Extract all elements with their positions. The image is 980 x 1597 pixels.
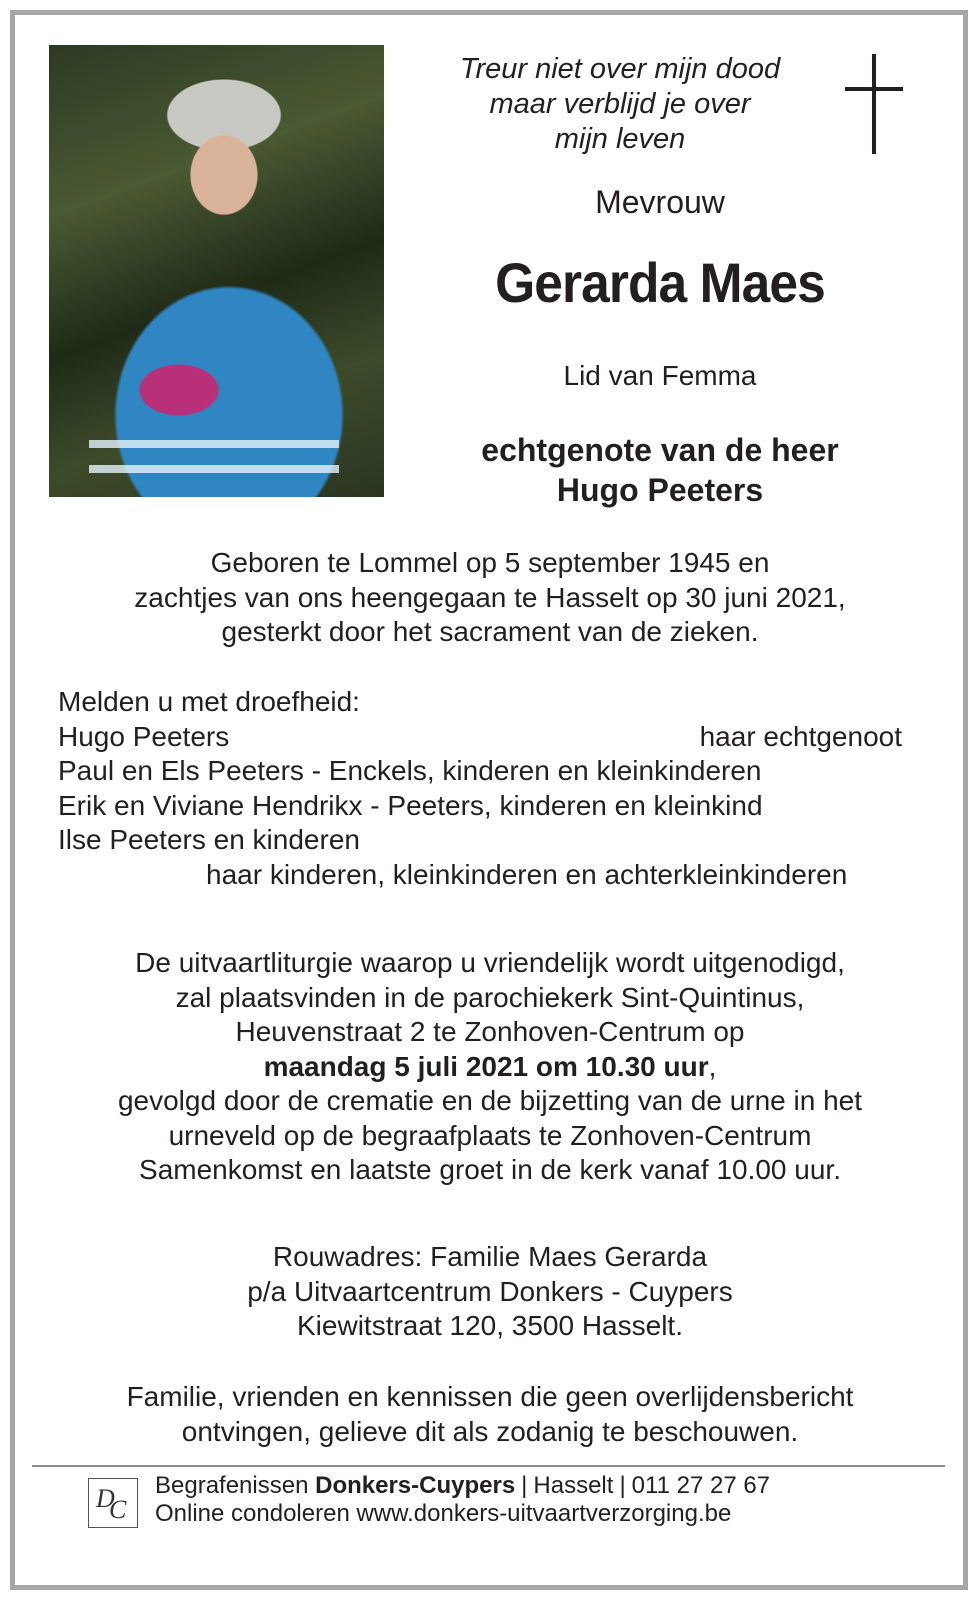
portrait-photo [49,45,384,497]
service-date-line: maandag 5 juli 2021 om 10.30 uur, [263,1050,717,1082]
memorial-quote [420,52,820,157]
text-line: gesterkt door het sacrament van de zieken. [221,616,759,647]
spouse-name: Hugo Peeters [556,472,764,508]
quote-line: mijn leven [554,123,686,155]
membership: Lid van Femma [563,360,757,391]
text-line: Rouwadres: Familie Maes Gerarda [272,1241,708,1272]
mourner-row: Erik en Viviane Hendrikx - Peeters, kinderen en kleinkind [58,789,763,821]
text-line: Heuvenstraat 2 te Zonhoven-Centrum op [235,1016,745,1047]
mourning-address [40,1240,940,1344]
mourner-relation: haar echtgenoot [699,720,902,752]
honorific: Mevrouw [595,184,725,220]
mourner-row: Paul en Els Peeters - Enckels, kinderen en kleinkinderen [58,755,762,786]
deceased-name: Gerarda Maes [495,251,825,314]
closing-text: haar kinderen, kleinkinderen en achterkleinkinderen [206,858,848,890]
mourners-intro: Melden u met droefheid: [58,686,360,717]
notice-text [40,1380,940,1449]
footer-online-link[interactable]: Online condoleren www.donkers-uitvaartverzorging.be [155,1500,732,1527]
quote-line: Treur niet over mijn dood [459,53,781,85]
text-line: p/a Uitvaartcentrum Donkers - Cuypers [247,1275,733,1307]
text-line: ontvingen, gelieve dit als zodanig te beschouwen. [181,1415,799,1447]
text-line: Samenkomst en laatste groet in de kerk vanaf 10.00 uur. [139,1154,841,1185]
company-phone[interactable]: 011 27 27 67 [631,1472,771,1499]
mourners-closing [58,858,900,893]
mourners-list [58,685,900,892]
text-line: De uitvaartliturgie waarop u vriendelijk wordt uitgenodigd, [135,947,845,978]
footer-contact: Begrafenissen Donkers-Cuypers | Hasselt | 011 27 27 67 [155,1472,771,1499]
text-line: zachtjes van ons heengegaan te Hasselt op 30 juni 2021, [134,581,846,613]
birth-death-text [40,546,940,650]
footer [155,1472,770,1528]
text-line: zal plaatsvinden in de parochiekerk Sint-Quintinus, [175,981,805,1013]
company-logo: D C [88,1478,138,1528]
text-line: urneveld op de begraafplaats te Zonhoven-Centrum [168,1119,812,1151]
funeral-service-text [40,946,940,1188]
service-date: maandag 5 juli 2021 om 10.30 uur [263,1050,709,1082]
text-line: gevolgd door de crematie en de bijzetting van de urne in het [117,1085,863,1116]
mourner-row [58,720,900,755]
text-line: Kiewitstraat 120, 3500 Hasselt. [297,1310,683,1341]
quote-line: maar verblijd je over [489,88,751,120]
text-line: Familie, vrienden en kennissen die geen overlijdensbericht [126,1381,854,1412]
spouse-line: echtgenote van de heer [481,432,839,468]
footer-divider [32,1465,945,1467]
mourner-row: Ilse Peeters en kinderen [58,824,360,855]
text-line: Geboren te Lommel op 5 september 1945 en [210,547,770,578]
company-name: Donkers-Cuypers [315,1472,516,1499]
company-city: Hasselt [533,1472,614,1499]
cross-icon [845,54,903,154]
mourner-name: Hugo Peeters [58,720,230,752]
spouse-info [400,430,920,510]
